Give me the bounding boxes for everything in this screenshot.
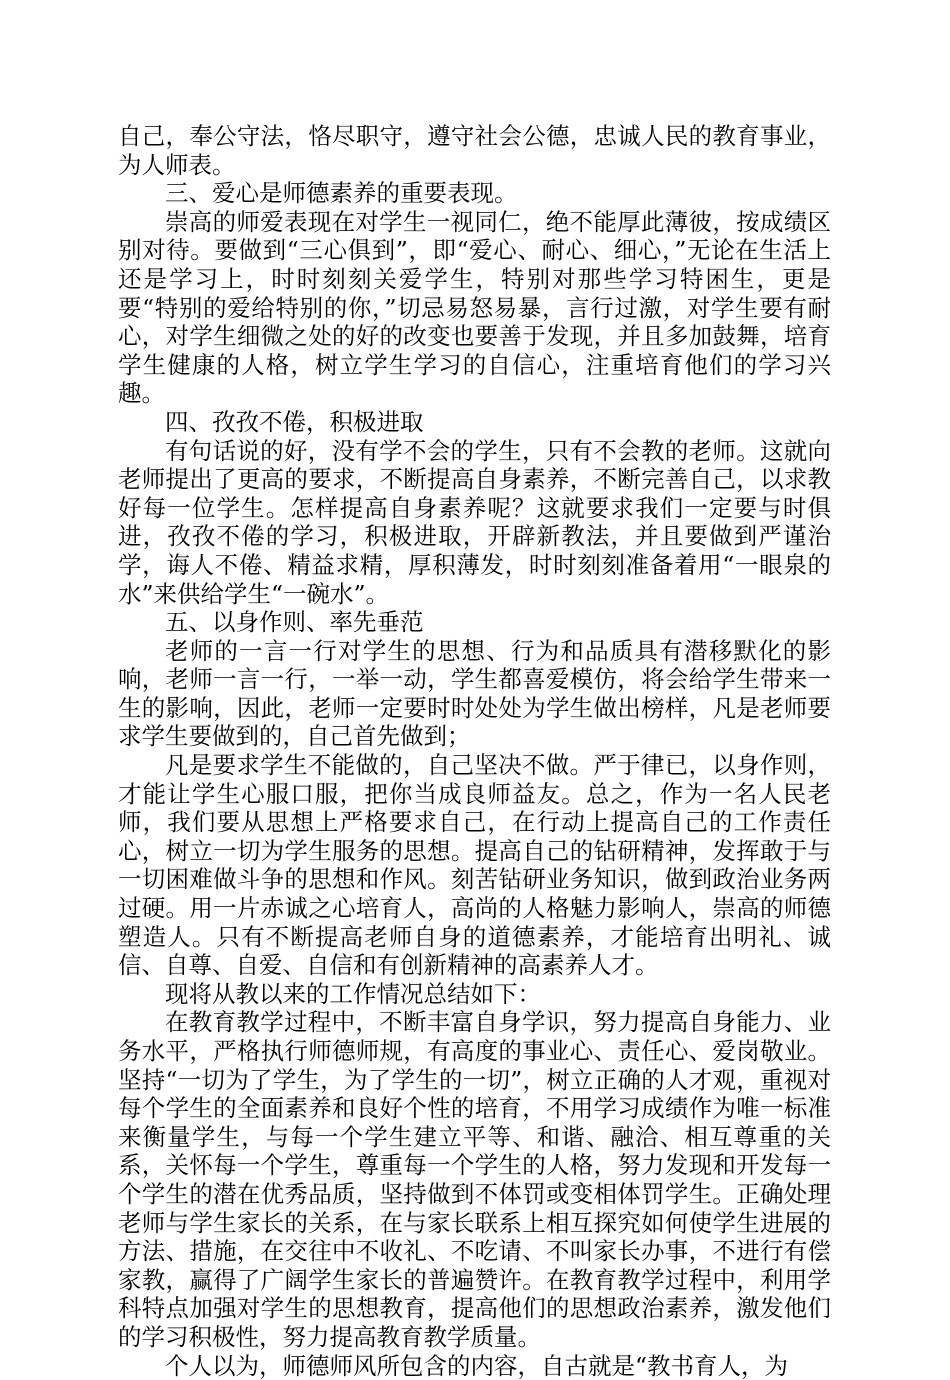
section-heading: 四、孜孜不倦，积极进取 xyxy=(165,407,424,436)
paragraph: 老师的一言一行对学生的思想、行为和品质具有潜移默化的影响，老师一言一行，一举一动，学生都喜爱模仿，将会给学生带来一生的影响，因此，老师一定要时时处处为学生做出榜样，凡是老师要求学生要做到的，自己首先做到； xyxy=(118,636,831,751)
section-heading: 五、以身作则、率先垂范 xyxy=(165,608,424,637)
paragraph: 自己，奉公守法，恪尽职守，遵守社会公德，忠诚人民的教育事业，为人师表。 xyxy=(118,122,831,179)
section-heading: 三、爱心是师德素养的重要表现。 xyxy=(165,179,518,208)
document-page xyxy=(118,122,831,1380)
paragraph: 现将从教以来的工作情况总结如下： xyxy=(165,979,541,1008)
paragraph: 凡是要求学生不能做的，自己坚决不做。严于律已，以身作则，才能让学生心服口服，把你当成良师益友。总之，作为一名人民老师，我们要从思想上严格要求自己，在行动上提高自己的工作责任心，树立一切为学生服务的思想。提高自己的钻研精神，发挥敢于与一切困难做斗争的思想和作风。刻苦钻研业务知识，做到政治业务两过硬。用一片赤诚之心培育人，高尚的人格魅力影响人，崇高的师德塑造人。只有不断提高老师自身的道德素养，才能培育出明礼、诚信、自尊、自爱、自信和有创新精神的高素养人才。 xyxy=(118,751,831,980)
paragraph: 崇高的师爱表现在对学生一视同仁，绝不能厚此薄彼，按成绩区别对待。要做到“三心俱到”，即“爱心、耐心、细心，”无论在生活上还是学习上，时时刻刻关爱学生，特别对那些学习特困生，更是要“特别的爱给特别的你，”切忌易怒易暴，言行过激，对学生要有耐心，对学生细微之处的好的改变也要善于发现，并且多加鼓舞，培育学生健康的人格，树立学生学习的自信心，注重培育他们的学习兴趣。 xyxy=(118,207,831,408)
paragraph: 在教育教学过程中，不断丰富自身学识，努力提高自身能力、业务水平，严格执行师德师规，有高度的事业心、责任心、爱岗敬业。坚持“一切为了学生，为了学生的一切”，树立正确的人才观，重视对每个学生的全面素养和良好个性的培育，不用学习成绩作为唯一标准来衡量学生，与每一个学生建立平等、和谐、融洽、相互尊重的关系，关怀每一个学生，尊重每一个学生的人格，努力发现和开发每一个学生的潜在优秀品质，坚持做到不体罚或变相体罚学生。正确处理老师与学生家长的关系，在与家长联系上相互探究如何使学生进展的方法、措施，在交往中不收礼、不吃请、不叫家长办事，不进行有偿家教，赢得了广阔学生家长的普遍赞许。在教育教学过程中，利用学科特点加强对学生的思想教育，提高他们的思想政治素养，激发他们的学习积极性，努力提高教育教学质量。 xyxy=(118,1008,831,1351)
paragraph: 个人以为，师德师风所包含的内容，自古就是“教书育人，为 xyxy=(165,1351,789,1380)
paragraph: 有句话说的好，没有学不会的学生，只有不会教的老师。这就向老师提出了更高的要求，不断提高自身素养，不断完善自己，以求教好每一位学生。怎样提高自身素养呢？这就要求我们一定要与时俱进，孜孜不倦的学习，积极进取，开辟新教法，并且要做到严谨治学，诲人不倦、精益求精，厚积薄发，时时刻刻准备着用“一眼泉的水”来供给学生“一碗水”。 xyxy=(118,436,831,608)
